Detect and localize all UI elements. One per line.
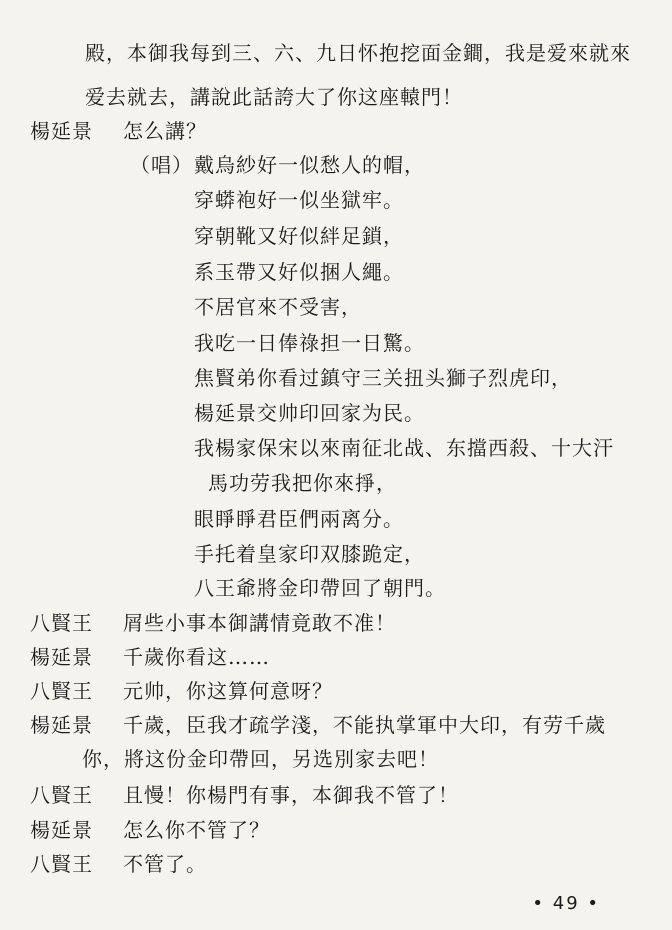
speaker-name: 八賢王 — [30, 852, 93, 876]
sung-line: 系玉帶又好似捆人繩。 — [194, 260, 404, 284]
speaker-name: 楊延景 — [30, 119, 93, 143]
spoken-text: 千歲，臣我才疏学淺，不能执掌軍中大印，有劳千歲 — [123, 713, 606, 737]
sung-line: 我楊家保宋以來南征北战、东擋西殺、十大汗 — [194, 436, 614, 460]
spoken-text: 不管了。 — [123, 852, 207, 876]
sung-line: 楊延景交帅印回家为民。 — [194, 401, 425, 425]
sung-text: 戴烏紗好一似愁人的帽， — [194, 153, 425, 177]
page-number: • 49 • — [532, 893, 600, 914]
sung-line: 八王爺將金印帶回了朝門。 — [194, 576, 446, 600]
sung-line: 焦賢弟你看过鎮守三关扭头獅子烈虎印， — [194, 366, 572, 390]
speaker-name: 楊延景 — [30, 818, 93, 842]
speaker-name: 楊延景 — [30, 713, 93, 737]
spoken-text: 千歲你看这…… — [123, 645, 270, 669]
speaker-name: 楊延景 — [30, 645, 93, 669]
sung-line: 穿朝靴又好似絆足鎖， — [194, 224, 404, 248]
speaker-name: 八賢王 — [30, 783, 93, 807]
spoken-text: 怎么你不管了？ — [123, 818, 270, 842]
sung-tag: （唱） — [130, 153, 193, 177]
spoken-text: 且慢！你楊門有事，本御我不管了！ — [123, 783, 459, 807]
spoken-text: 屑些小事本御講情竟敢不准！ — [123, 611, 396, 635]
spoken-text: 怎么講？ — [123, 119, 207, 143]
sung-line: 不居官來不受害， — [194, 295, 362, 319]
prose-line: 爱去就去，講說此話誇大了你这座轅門！ — [85, 85, 463, 109]
sung-line: 眼睜睜君臣們兩离分。 — [194, 507, 404, 531]
sung-line: 手托着皇家印双膝跪定， — [194, 542, 425, 566]
prose-line: 殿，本御我每到三、六、九日怀抱挖面金鐧，我是爱來就來 — [85, 41, 631, 65]
sung-line: 穿蟒袍好一似坐獄牢。 — [194, 188, 404, 212]
speaker-name: 八賢王 — [30, 679, 93, 703]
dialogue-continuation: 你，將这份金印帶回，另选別家去吧！ — [82, 747, 439, 771]
speaker-name: 八賢王 — [30, 611, 93, 635]
sung-line: 馬功劳我把你來掙， — [208, 471, 397, 495]
sung-line: 我吃一日俸祿担一日驚。 — [194, 331, 425, 355]
spoken-text: 元帅，你这算何意呀？ — [123, 679, 333, 703]
